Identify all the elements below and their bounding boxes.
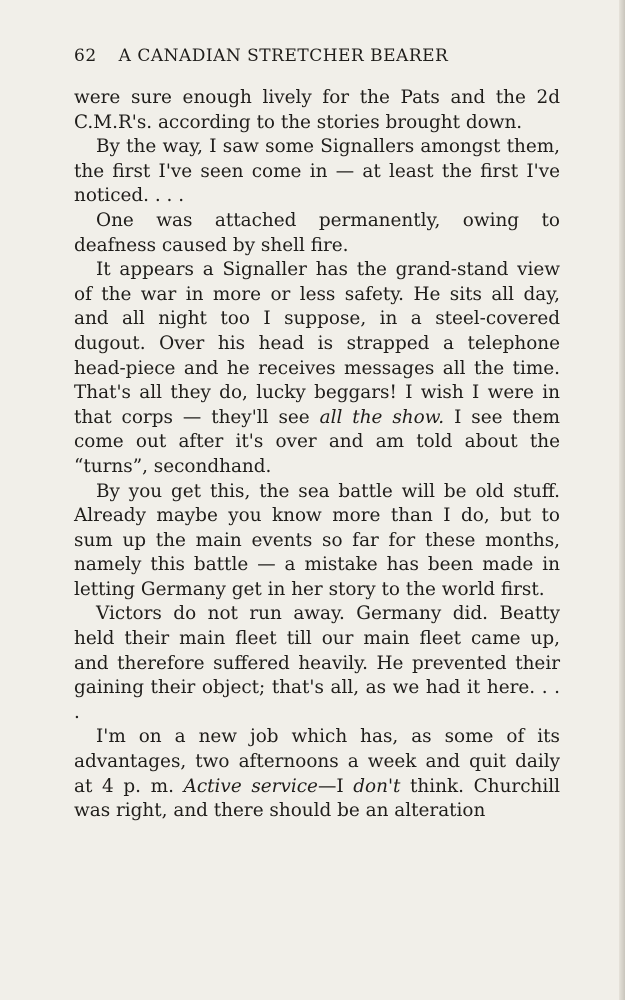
- running-header: [74, 46, 560, 66]
- italic-phrase: all the show.: [319, 406, 445, 428]
- running-title: A CANADIAN STRETCHER BEARER: [118, 46, 449, 66]
- paragraph: I'm on a new job which has, as some of its advantages, two afternoons a week and quit daily at 4 p. m. Active service—I don't think. Churchill was right, and there should be an alteration: [74, 726, 560, 822]
- page-body: [74, 86, 560, 824]
- paragraph: One was attached permanently, owing to deafness caused by shell fire.: [74, 209, 560, 256]
- book-page: [74, 46, 560, 824]
- paragraph: were sure enough lively for the Pats and the 2d C.M.R's. according to the stories brought down.: [74, 87, 560, 133]
- italic-phrase: don't: [353, 775, 401, 797]
- paragraph: By you get this, the sea battle will be old stuff. Already maybe you know more than I do, but to sum up the main events so far for these months, namely this battle — a mistake has been made in letting Germany get in her story to the world first.: [74, 480, 560, 600]
- paragraph: Victors do not run away. Germany did. Beatty held their main fleet till our main fleet came up, and therefore suffered heavily. He prevented their gaining their object; that's all, as we had it here. . . .: [74, 603, 560, 723]
- paragraph: By the way, I saw some Signallers amongst them, the first I've seen come in — at least the first I've noticed. . . .: [74, 136, 560, 207]
- page-number: 62: [74, 46, 97, 66]
- paragraph: It appears a Signaller has the grand-stand view of the war in more or less safety. He sits all day, and all night too I suppose, in a steel-covered dugout. Over his head is strapped a telephone head-piece and he receives messages all the time. That's all they do, lucky beggars! I wish I were in that corps — they'll see all the show. I see them come out after it's over and am told about the “turns”, secondhand.: [74, 259, 560, 477]
- italic-phrase: Active service: [183, 775, 318, 797]
- page-edge: [619, 0, 625, 1000]
